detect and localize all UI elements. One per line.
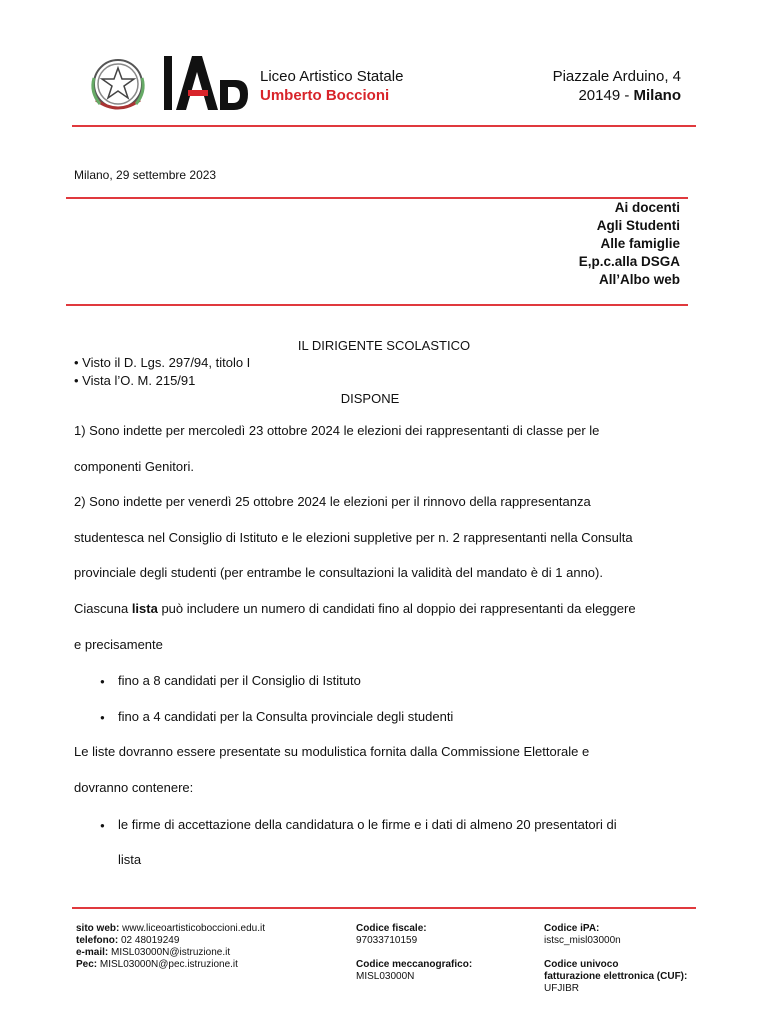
paragraph-line: componenti Genitori. <box>74 459 194 474</box>
letter-date: Milano, 29 settembre 2023 <box>74 168 217 182</box>
paragraph-line <box>74 601 636 616</box>
footer-label: sito web: <box>76 923 120 934</box>
bullet-item: fino a 8 candidati per il Consiglio di Istituto <box>118 673 361 688</box>
header-divider <box>72 125 696 127</box>
footer-label: e-mail: <box>76 947 109 958</box>
recipients-bottom-divider <box>66 304 688 306</box>
website-link[interactable]: www.liceoartisticoboccioni.edu.it <box>122 923 265 934</box>
address-street: Piazzale Arduino, 4 <box>552 68 681 85</box>
paragraph-line: 1) Sono indette per mercoledì 23 ottobre 2024 le elezioni dei rappresentanti di classe per le <box>74 423 600 438</box>
codice-fiscale-value: 97033710159 <box>356 935 418 946</box>
bullet-icon: ● <box>100 677 105 686</box>
footer-divider <box>72 907 696 909</box>
bold-word-lista: lista <box>131 601 158 616</box>
school-address <box>553 67 681 105</box>
text-run: può includere un numero di candidati fino al doppio dei rappresentanti da eleggere <box>157 601 636 616</box>
paragraph-line: e precisamente <box>74 637 163 652</box>
address-zip: 20149 - <box>578 87 630 104</box>
paragraph-line: Le liste dovranno essere presentate su modulistica fornita dalla Commissione Elettorale e <box>74 744 590 759</box>
footer-label: Codice fiscale: <box>356 923 427 934</box>
paragraph-line: provinciale degli studenti (per entrambe le consultazioni la validità del mandato è di 1 anno). <box>74 565 603 580</box>
italian-republic-emblem <box>86 54 150 118</box>
address-city: Milano <box>633 87 681 104</box>
footer-codes <box>356 923 472 983</box>
paragraph-line: 2) Sono indette per venerdì 25 ottobre 2024 le elezioni per il rinnovo della rappresentanza <box>74 494 591 509</box>
pec-link[interactable]: MISL03000N@pec.istruzione.it <box>99 959 238 970</box>
bullet-icon: ● <box>100 821 105 830</box>
email-link[interactable]: MISL03000N@istruzione.it <box>111 947 231 958</box>
recipient: Ai docenti <box>614 200 680 215</box>
bullet-item: fino a 4 candidati per la Consulta provinciale degli studenti <box>118 709 454 724</box>
recipient: Alle famiglie <box>600 236 680 251</box>
school-name-line2: Umberto Boccioni <box>260 87 390 104</box>
footer-label: Codice univoco <box>544 959 619 970</box>
recipient: Agli Studenti <box>596 218 680 233</box>
bullet-icon: ● <box>100 713 105 722</box>
bullet-item: le firme di accettazione della candidatura o le firme e i dati di almeno 20 presentatori di <box>118 817 617 832</box>
visto-line: • Vista l’O. M. 215/91 <box>74 373 196 388</box>
footer-label: Codice meccanografico: <box>356 959 473 970</box>
school-name <box>260 67 403 105</box>
bullet-item-continuation: lista <box>118 852 142 867</box>
codice-ipa-value: istsc_misl03000n <box>544 935 621 946</box>
codice-meccanografico-value: MISL03000N <box>356 971 415 982</box>
phone-number: 02 48019249 <box>121 935 180 946</box>
text-run: Ciascuna <box>74 601 132 616</box>
paragraph-line: dovranno contenere: <box>74 780 194 795</box>
footer-contacts <box>76 923 265 971</box>
footer-label: Pec: <box>76 959 98 970</box>
footer-label: telefono: <box>76 935 119 946</box>
paragraph-line: studentesca nel Consiglio di Istituto e le elezioni suppletive per n. 2 rappresentanti nella Consulta <box>74 530 633 545</box>
recipient: All’Albo web <box>599 272 680 287</box>
footer-label: Codice iPA: <box>544 923 600 934</box>
school-name-line1: Liceo Artistico Statale <box>260 68 404 85</box>
dispone-heading: DISPONE <box>340 391 400 406</box>
document-title: IL DIRIGENTE SCOLASTICO <box>297 338 471 353</box>
recipient: E,p.c.alla DSGA <box>578 254 680 269</box>
cuf-value: UFJIBR <box>544 983 579 994</box>
footer-label: fatturazione elettronica (CUF): <box>544 971 688 982</box>
footer-ipa-codes <box>544 923 687 995</box>
school-logo <box>162 52 250 114</box>
visto-line: • Visto il D. Lgs. 297/94, titolo I <box>74 355 251 370</box>
recipients-block <box>579 199 680 289</box>
